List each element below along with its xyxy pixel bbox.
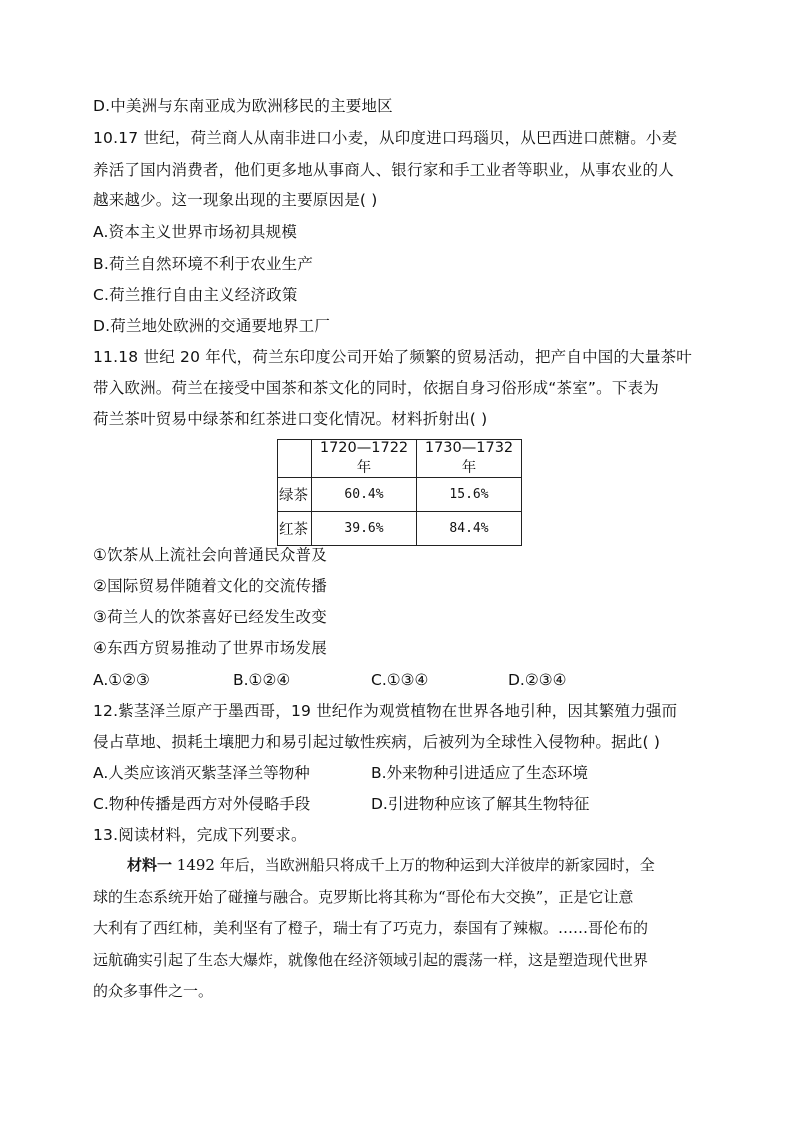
table-header-period-1: 1720—1722 年 xyxy=(312,440,417,478)
q10-stem-line-1: 10.17 世纪，荷兰商人从南非进口小麦，从印度进口玛瑙贝，从巴西进口蔗糖。小麦 xyxy=(93,129,678,147)
q12-option-d[interactable]: D.引进物种应该了解其生物特征 xyxy=(371,795,590,813)
table-cell: 84.4% xyxy=(417,512,522,546)
table-row xyxy=(278,512,522,546)
material-line xyxy=(93,850,705,882)
table-cell: 39.6% xyxy=(312,512,417,546)
table-cell: 60.4% xyxy=(312,478,417,512)
q10-option-a[interactable]: A.资本主义世界市场初具规模 xyxy=(93,223,298,241)
q11-option-d[interactable]: D.②③④ xyxy=(508,671,567,689)
material-line: 远航确实引起了生态大爆炸，就像他在经济领域引起的震荡一样，这是塑造现代世界 xyxy=(93,950,649,969)
table-row-label-green-tea: 绿茶 xyxy=(278,478,312,512)
table-row xyxy=(278,478,522,512)
q11-option-a[interactable]: A.①②③ xyxy=(93,671,150,689)
table-header-corner xyxy=(278,440,312,478)
material-label: 材料一 xyxy=(127,856,173,874)
table-header-row xyxy=(278,440,522,478)
q11-statement-2: ②国际贸易伴随着文化的交流传播 xyxy=(93,577,327,595)
tea-import-table xyxy=(277,439,522,546)
table-cell: 15.6% xyxy=(417,478,522,512)
q11-stem-line-2: 带入欧洲。荷兰在接受中国茶和茶文化的同时，依据自身习俗形成“茶室”。下表为 xyxy=(93,379,659,397)
material-line: 大利有了西红柿，美利坚有了橙子，瑞士有了巧克力，泰国有了辣椒。……哥伦布的 xyxy=(93,919,649,937)
q10-option-d[interactable]: D.荷兰地处欧洲的交通要地界工厂 xyxy=(93,317,331,335)
q10-stem-line-2: 养活了国内消费者，他们更多地从事商人、银行家和手工业者等职业，从事农业的人 xyxy=(93,161,674,179)
q11-stem-line-1: 11.18 世纪 20 年代，荷兰东印度公司开始了频繁的贸易活动，把产自中国的大量茶叶 xyxy=(93,348,692,366)
q12-stem-line-1: 12.紫茎泽兰原产于墨西哥，19 世纪作为观赏植物在世界各地引种，因其繁殖力强而 xyxy=(93,702,678,720)
material-line: 球的生态系统开始了碰撞与融合。克罗斯比将其称为“哥伦布大交换”，正是它让意 xyxy=(93,887,634,906)
q11-stem-line-3: 荷兰茶叶贸易中绿茶和红茶进口变化情况。材料折射出( ) xyxy=(93,410,488,428)
table-header-period-2: 1730—1732 年 xyxy=(417,440,522,478)
q12-option-a[interactable]: A.人类应该消灭紫茎泽兰等物种 xyxy=(93,764,310,782)
q11-option-c[interactable]: C.①③④ xyxy=(371,671,429,689)
q11-option-b[interactable]: B.①②④ xyxy=(233,671,291,689)
q10-option-b[interactable]: B.荷兰自然环境不利于农业生产 xyxy=(93,255,314,273)
q11-statement-1: ①饮茶从上流社会向普通民众普及 xyxy=(93,546,327,564)
q11-statement-3: ③荷兰人的饮茶喜好已经发生改变 xyxy=(93,608,327,626)
q9-option-d: D.中美洲与东南亚成为欧洲移民的主要地区 xyxy=(93,97,393,115)
material-line: 的众多事件之一。 xyxy=(93,982,214,1000)
q12-option-c[interactable]: C.物种传播是西方对外侵略手段 xyxy=(93,795,311,813)
q13-stem: 13.阅读材料，完成下列要求。 xyxy=(93,826,307,844)
q12-option-b[interactable]: B.外来物种引进适应了生态环境 xyxy=(371,764,589,782)
q10-stem-line-3: 越来越少。这一现象出现的主要原因是( ) xyxy=(93,191,378,209)
table-row-label-black-tea: 红茶 xyxy=(278,512,312,546)
material-text: 1492 年后，当欧洲船只将成千上万的物种运到大洋彼岸的新家园时，全 xyxy=(172,856,655,874)
q10-option-c[interactable]: C.荷兰推行自由主义经济政策 xyxy=(93,286,298,304)
q12-stem-line-2: 侵占草地、损耗土壤肥力和易引起过敏性疾病，后被列为全球性入侵物种。据此( ) xyxy=(93,733,661,751)
q13-material-1 xyxy=(93,850,705,1008)
q11-statement-4: ④东西方贸易推动了世界市场发展 xyxy=(93,639,327,657)
